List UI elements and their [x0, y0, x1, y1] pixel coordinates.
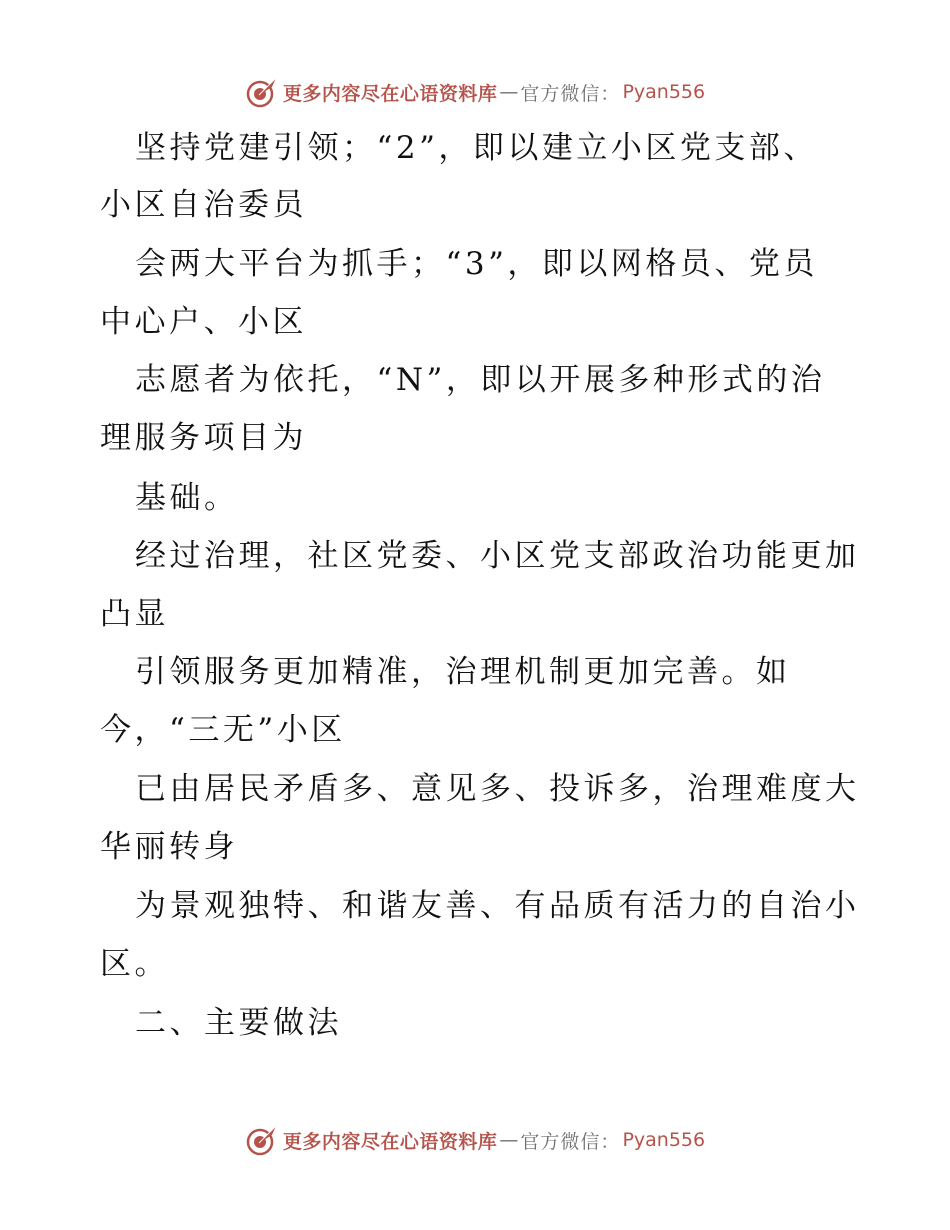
body-line: 会两大平台为抓手；“3”，即以网格员、党员 — [135, 246, 818, 282]
watermark-official-text: 官方微信： — [520, 82, 621, 105]
body-line: 基础。 — [135, 480, 239, 516]
watermark-brand-text: 更多内容尽在心语资料库 — [282, 1130, 498, 1153]
body-line: 志愿者为依托，“N”，即以开展多种形式的治 — [135, 362, 826, 398]
body-line: 区。 — [100, 946, 169, 982]
watermark-wechat-id: Pyan556 — [622, 1129, 706, 1151]
body-line: 已由居民矛盾多、意见多、投诉多，治理难度大 — [135, 771, 860, 807]
body-line: 为景观独特、和谐友善、有品质有活力的自治小 — [135, 888, 860, 924]
watermark-wechat-id: Pyan556 — [622, 81, 706, 103]
body-line: 理服务项目为 — [100, 420, 307, 456]
quill-logo-icon — [245, 75, 279, 109]
body-line: 凸显 — [100, 596, 169, 632]
header-watermark — [0, 72, 950, 112]
body-line: 引领服务更加精准，治理机制更加完善。如 — [135, 654, 791, 690]
quill-logo-icon — [245, 1123, 279, 1157]
footer-watermark — [0, 1120, 950, 1160]
body-line: 中心户、小区 — [100, 304, 307, 340]
watermark-dash: — — [499, 1129, 519, 1151]
body-line: 经过治理，社区党委、小区党支部政治功能更加 — [135, 538, 860, 574]
section-heading: 二、主要做法 — [135, 1005, 342, 1041]
body-line: 坚持党建引领；“2”，即以建立小区党支部、 — [135, 130, 818, 166]
body-line: 小区自治委员 — [100, 187, 307, 223]
watermark-official-text: 官方微信： — [520, 1130, 621, 1153]
body-line: 华丽转身 — [100, 829, 238, 865]
body-line: 今，“三无”小区 — [100, 712, 346, 748]
watermark-brand-text: 更多内容尽在心语资料库 — [282, 82, 498, 105]
watermark-dash: — — [499, 81, 519, 103]
